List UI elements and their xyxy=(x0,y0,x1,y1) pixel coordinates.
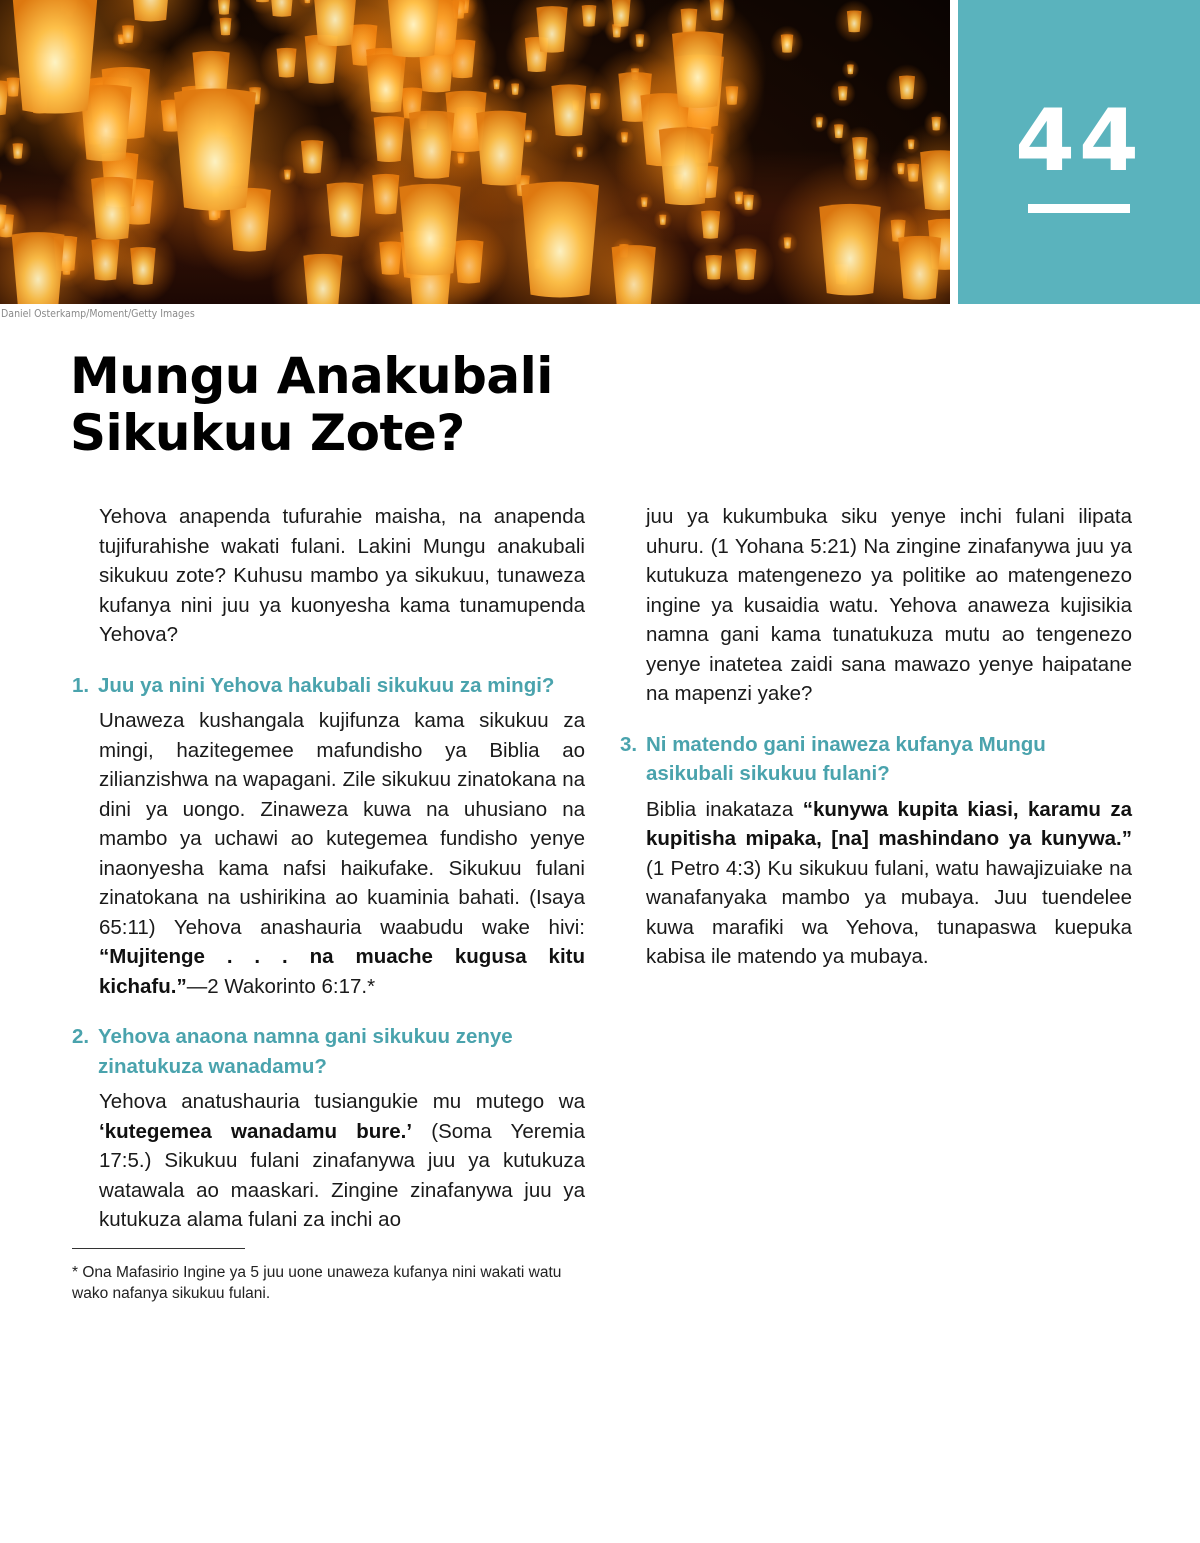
right-column xyxy=(620,502,1132,972)
footnote: * Ona Mafasirio Ingine ya 5 juu uone unaweza kufanya nini wakati watu wako nafanya sikukuu fulani. xyxy=(72,1264,562,1302)
answer-3-paragraph xyxy=(646,795,1132,972)
left-column xyxy=(72,502,585,1235)
chapter-number-box xyxy=(958,0,1200,304)
answer-1-quote: “Mujitenge . . . na muache kugusa kitu kichafu.” xyxy=(99,945,585,998)
answer-1-text: Unaweza kushangala kujifunza kama sikukuu za mingi, hazitegemee mafundisho ya Biblia ao zilianzishwa na wapagani. Zile sikukuu zinatokana na dini ya uongo. Zinaweza kuwa na uhusiano na mambo ya uchawi ao kutegemea fundisho yenye inaonyesha kama nafsi haikufake. Sikukuu fulani zinatokana na ushirikina ao kuaminia bahati. (Isaya 65:11) Yehova anashauria waabudu wake hivi: xyxy=(99,709,585,939)
page-title xyxy=(70,348,630,462)
photo-credit: Daniel Osterkamp/Moment/Getty Images xyxy=(1,308,195,320)
lantern-shape xyxy=(810,112,829,132)
question-1-text: Juu ya nini Yehova hakubali sikukuu za mingi? xyxy=(98,673,555,697)
answer-2-continuation: juu ya kukumbuka siku yenye inchi fulani ilipata uhuru. (1 Yohana 5:21) Na zingine zinafanywa juu ya kutukuza matengenezo ya politike ao matengenezo ingine ya kusaidia watu. Yehova anaweza kujisikia namna gani kama tunatukuza mutu ao tengenezo yenye inatetea zaidi sana mawazo yenye haipatane na mapenzi yake? xyxy=(646,505,1132,705)
question-3-text: Ni matendo gani inaweza kufanya Mungu asikubali sikukuu fulani? xyxy=(646,732,1046,785)
lanterns-illustration xyxy=(0,0,950,304)
answer-3-text-cont: (1 Petro 4:3) Ku sikukuu fulani, watu hawajizuiake na wanafanyaka mambo ya mubaya. Juu tuendelee kuwa marafiki wa Yehova, tunapaswa kuepuka kabisa ile matendo ya mubaya. xyxy=(646,856,1132,968)
lantern-shape xyxy=(842,60,860,79)
question-1-heading xyxy=(72,671,585,701)
chapter-underline xyxy=(1028,204,1130,213)
lantern-shape xyxy=(717,233,774,295)
question-3-heading xyxy=(620,730,1132,789)
title-line-1: Mungu Anakubali xyxy=(70,347,553,405)
question-2-number: 2. xyxy=(72,1025,90,1048)
sky-lanterns-photo xyxy=(0,0,950,304)
answer-2-text: Yehova anatushauria tusiangukie mu mutego wa xyxy=(99,1090,585,1113)
question-3-number: 3. xyxy=(620,732,638,756)
lantern-shape xyxy=(830,79,856,107)
chapter-number: 44 xyxy=(1015,91,1143,191)
lantern-shape xyxy=(770,25,803,61)
answer-2-paragraph xyxy=(99,1087,585,1235)
answer-3-text: Biblia inakataza xyxy=(646,797,803,821)
answer-3-quote: “kunywa kupita kiasi, karamu za kupitisha mipaka, [na] mashindano ya kunywa.” xyxy=(646,797,1132,850)
intro-paragraph: Yehova anapenda tufurahie maisha, na anapenda tujifurahishe wakati fulani. Lakini Mungu anakubali sikukuu zote? Kuhusu mambo ya sikukuu, tunaweza kufanya nini juu ya kuonyesha kama tunamupenda Yehova? xyxy=(99,505,585,646)
question-2-text: Yehova anaona namna gani sikukuu zenye zinatukuza wanadamu? xyxy=(98,1025,513,1078)
lantern-shape xyxy=(835,0,874,43)
question-2-heading xyxy=(72,1022,585,1081)
answer-1-reference: —2 Wakorinto 6:17.* xyxy=(186,974,376,998)
answer-1-paragraph xyxy=(99,706,585,1001)
question-1-number: 1. xyxy=(72,673,90,697)
footnote-divider xyxy=(72,1248,245,1249)
answer-2-quote: ‘kutegemea wanadamu bure.’ xyxy=(99,1119,413,1143)
answer-2-text-cont: (Soma Yeremia 17:5.) Sikukuu fulani zinafanywa juu ya kutukuza watawala ao maaskari. Zingine zinafanywa juu ya kutukuza alama fulani za inchi ao xyxy=(99,1119,585,1231)
title-line-2: Sikukuu Zote? xyxy=(70,404,465,462)
lantern-shape xyxy=(885,64,928,111)
